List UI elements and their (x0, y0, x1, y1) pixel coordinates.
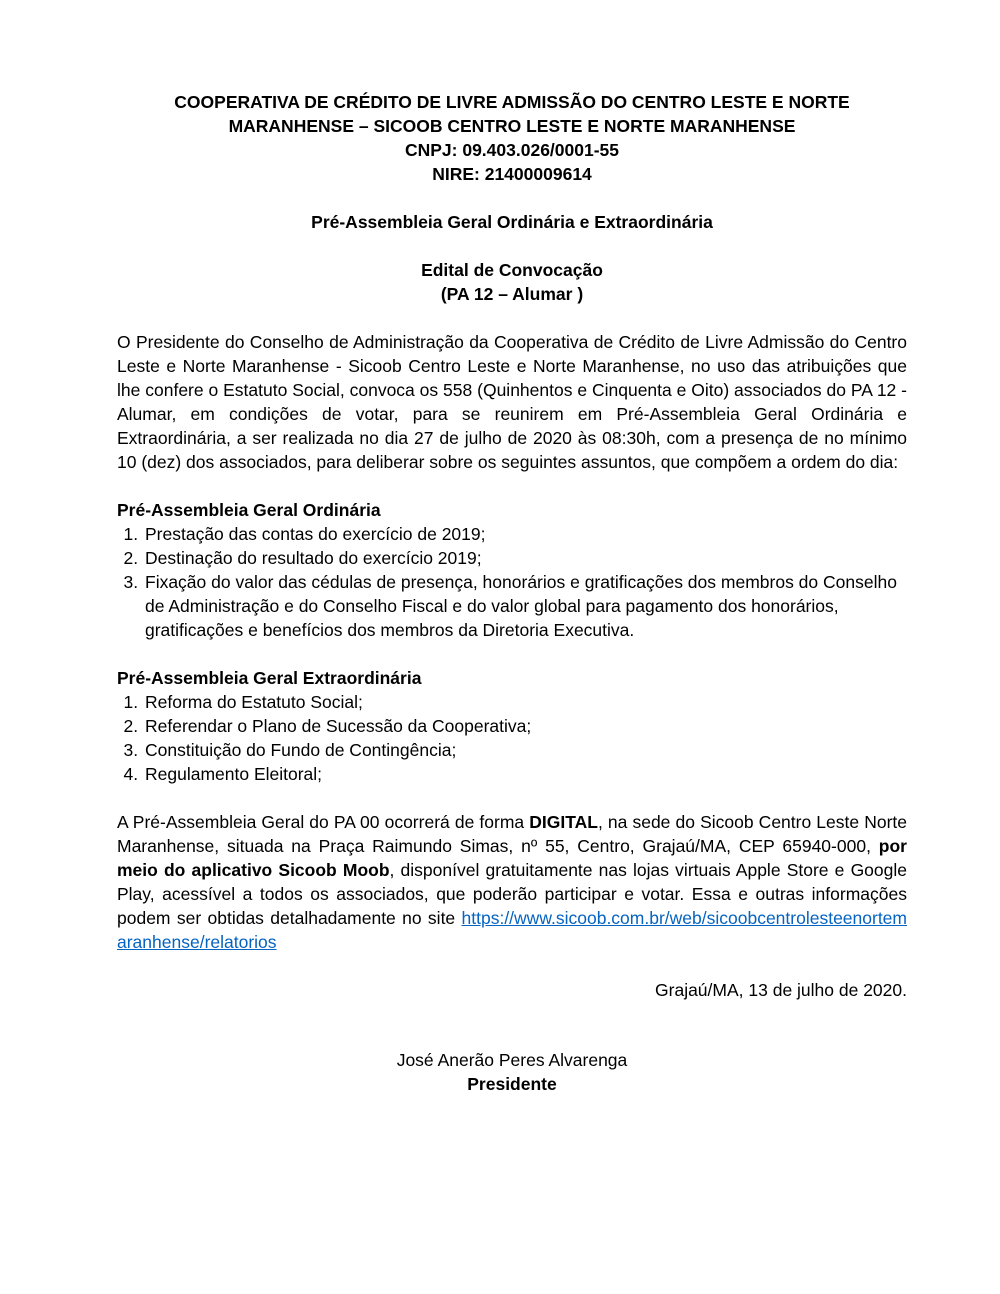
signature-name: José Anerão Peres Alvarenga (396, 1050, 628, 1070)
digital-paragraph (117, 810, 907, 954)
digital-paragraph-text-3: , disponível gratuitamente nas lojas virtuais Apple Store e Google Play, acessível a todos os associados, que poderão participar e votar. Essa e outras informações podem ser obtidas detalhadamente no site (117, 860, 907, 928)
signature-block (117, 1048, 907, 1096)
document-subtitle (117, 258, 907, 306)
subtitle-line-pa: (PA 12 – Alumar ) (440, 284, 584, 304)
ordinaria-list (117, 522, 907, 642)
nire-line: NIRE: 21400009614 (432, 164, 592, 184)
subtitle-line-edital: Edital de Convocação (421, 260, 603, 280)
digital-paragraph-text-1: A Pré-Assembleia Geral do PA 00 ocorrerá de forma (117, 812, 530, 832)
intro-paragraph: O Presidente do Conselho de Administração da Cooperativa de Crédito de Livre Admissão do Centro Leste e Norte Maranhense - Sicoob Centro Leste e Norte Maranhense, no uso das atribuições que lhe confere o Estatuto Social, convoca os 558 (Quinhentos e Cinquenta e Oito) associados do PA 12 - Alumar, em condições de votar, para se reunirem em Pré-Assembleia Geral Ordinária e Extraordinária, a ser realizada no dia 27 de julho de 2020 às 08:30h, com a presença de no mínimo 10 (dez) dos associados, para deliberar sobre os seguintes assuntos, que compõem a ordem do dia: (117, 332, 907, 472)
list-item: 1. Prestação das contas do exercício de 2019; (143, 522, 907, 546)
sicoob-relatorios-link[interactable]: https://www.sicoob.com.br/web/sicoobcentrolesteenortemaranhense/relatorios (117, 908, 907, 952)
list-item: 3. Constituição do Fundo de Contingência; (143, 738, 907, 762)
digital-paragraph-text-2: , na sede do Sicoob Centro Leste Norte Maranhense, situada na Praça Raimundo Simas, nº 55, Centro, Grajaú/MA, CEP 65940-000, (117, 812, 907, 856)
cnpj-line: CNPJ: 09.403.026/0001-55 (404, 140, 620, 160)
org-name: COOPERATIVA DE CRÉDITO DE LIVRE ADMISSÃO DO CENTRO LESTE E NORTE MARANHENSE – SICOOB CENTRO LESTE E NORTE MARANHENSE (174, 92, 850, 136)
document-title: Pré-Assembleia Geral Ordinária e Extraordinária (311, 212, 713, 232)
ordinaria-heading: Pré-Assembleia Geral Ordinária (117, 500, 381, 520)
list-item: 2. Referendar o Plano de Sucessão da Cooperativa; (143, 714, 907, 738)
signature-title: Presidente (467, 1074, 557, 1094)
list-item: 2. Destinação do resultado do exercício 2019; (143, 546, 907, 570)
list-item: 4. Regulamento Eleitoral; (143, 762, 907, 786)
document-header (117, 90, 907, 186)
extraordinaria-heading: Pré-Assembleia Geral Extraordinária (117, 668, 422, 688)
sicoob-moob-bold-label: por meio do aplicativo Sicoob Moob (117, 836, 907, 880)
extraordinaria-list (117, 690, 907, 786)
digital-bold-label: DIGITAL (529, 812, 598, 832)
document-content (117, 90, 907, 1096)
date-line: Grajaú/MA, 13 de julho de 2020. (655, 980, 907, 1000)
list-item: 3. Fixação do valor das cédulas de presença, honorários e gratificações dos membros do Conselho de Administração e do Conselho Fiscal e do valor global para pagamento dos honorários, gratificações e benefícios dos membros da Diretoria Executiva. (143, 570, 907, 642)
list-item: 1. Reforma do Estatuto Social; (143, 690, 907, 714)
